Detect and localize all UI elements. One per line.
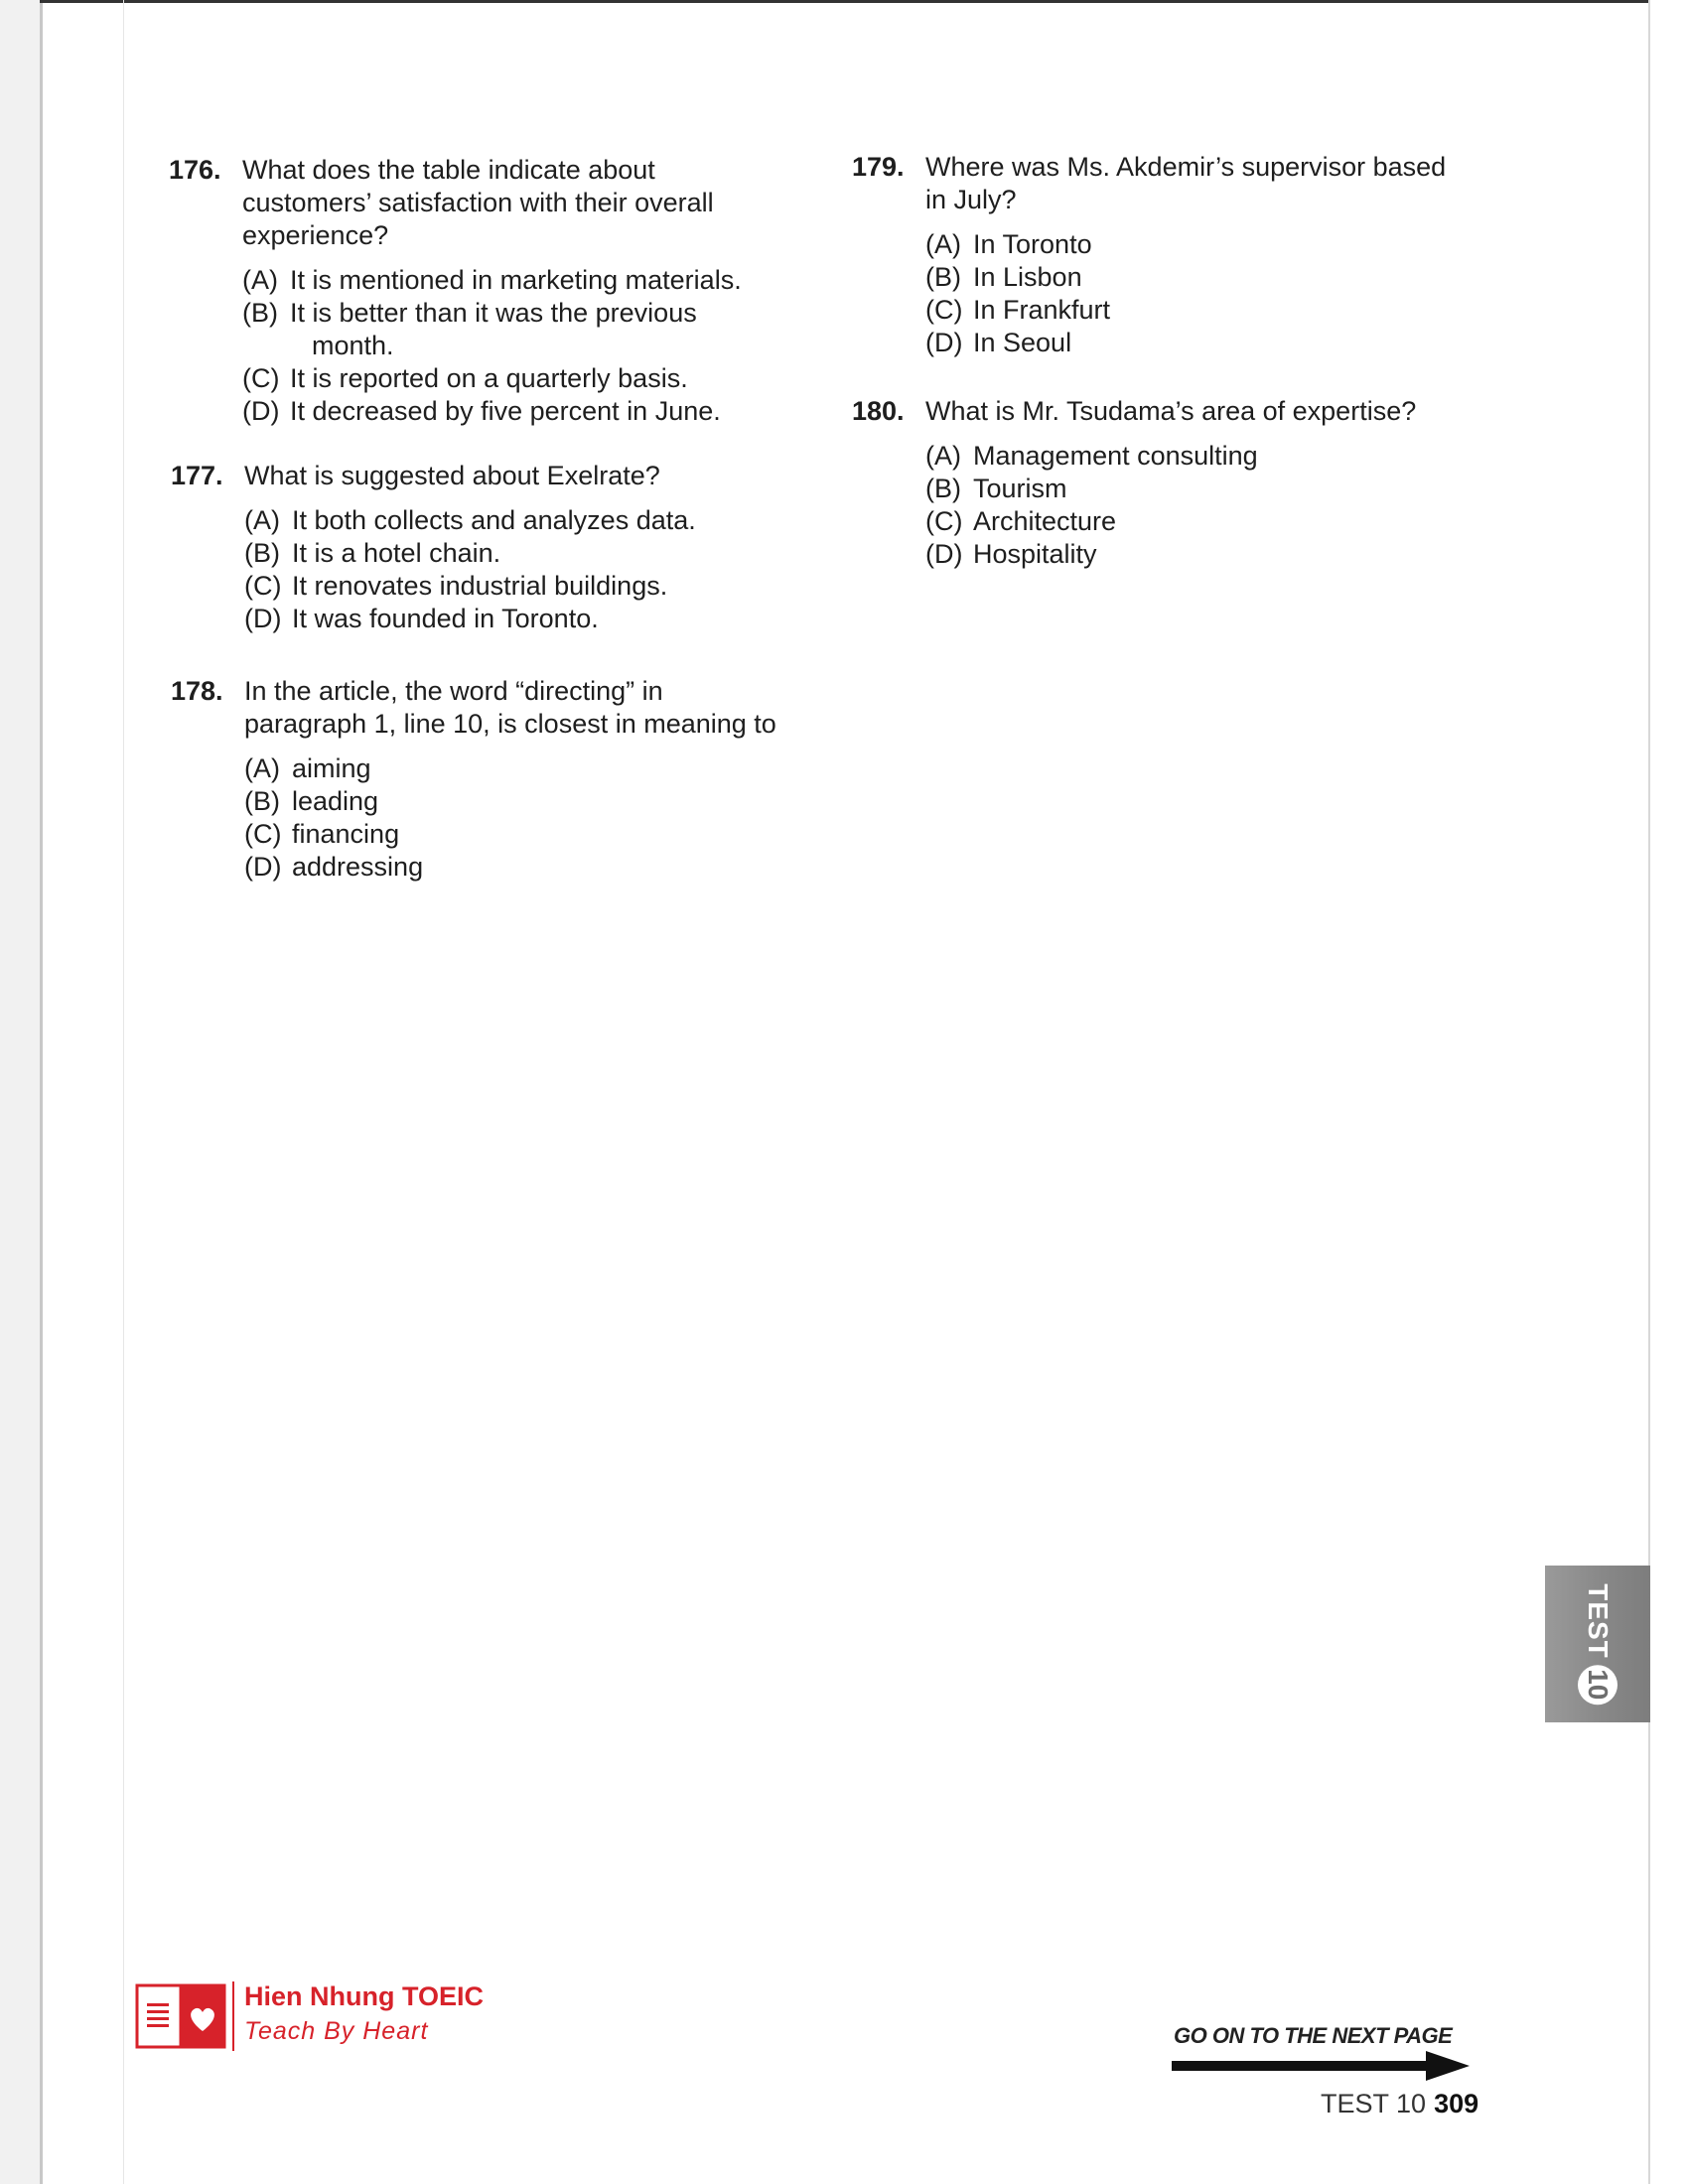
option-text: It renovates industrial buildings. xyxy=(292,571,668,601)
footer-test-label: TEST 10 xyxy=(1321,2089,1427,2118)
right-arrow-icon xyxy=(1172,2049,1470,2083)
option-letter: (D) xyxy=(244,852,282,882)
question-text-line: customers’ satisfaction with their overall xyxy=(242,188,714,217)
question-number: 177. xyxy=(171,461,223,490)
question-text-line: What is Mr. Tsudama’s area of expertise? xyxy=(925,396,1417,426)
option-text: In Lisbon xyxy=(973,262,1082,292)
answer-option-b[interactable] xyxy=(244,537,696,570)
option-letter: (D) xyxy=(244,604,282,633)
answer-option-c[interactable] xyxy=(244,818,776,851)
logo-title: Hien Nhung TOEIC xyxy=(244,1981,484,2011)
option-letter: (C) xyxy=(925,506,963,536)
answer-option-d[interactable] xyxy=(925,538,1416,571)
question-text xyxy=(925,151,1446,216)
option-text: Tourism xyxy=(973,474,1067,503)
answer-option-d[interactable] xyxy=(244,603,696,635)
option-letter: (A) xyxy=(244,753,280,783)
question-176 xyxy=(169,154,844,432)
option-letter: (B) xyxy=(244,786,280,816)
option-text-continued: month. xyxy=(312,331,394,360)
question-text-line: Where was Ms. Akdemir’s supervisor based xyxy=(925,152,1447,182)
next-page-instruction: GO ON TO THE NEXT PAGE xyxy=(1174,2023,1453,2048)
question-body xyxy=(925,395,1416,571)
option-letter: (A) xyxy=(925,229,961,259)
question-text-line: What does the table indicate about xyxy=(242,155,655,185)
question-number: 176. xyxy=(169,155,221,185)
answer-option-b[interactable] xyxy=(925,473,1416,505)
question-180 xyxy=(852,395,1527,584)
answer-option-c[interactable] xyxy=(925,294,1446,327)
test-side-tab xyxy=(1545,1566,1650,1722)
option-letter: (B) xyxy=(925,262,961,292)
question-177 xyxy=(171,460,846,648)
logo-divider xyxy=(232,1981,234,2051)
option-letter: (A) xyxy=(244,505,280,535)
test-side-tab-content xyxy=(1578,1583,1618,1705)
logo-subtitle: Teach By Heart xyxy=(244,2017,429,2045)
option-text: It was founded in Toronto. xyxy=(292,604,599,633)
side-tab-label: TEST xyxy=(1583,1583,1614,1659)
page-number: 309 xyxy=(1434,2089,1479,2118)
answer-option-c[interactable] xyxy=(244,570,696,603)
question-body xyxy=(244,460,696,635)
answer-option-b[interactable] xyxy=(244,785,776,818)
option-text: It is better than it was the previous xyxy=(290,298,697,328)
question-number: 179. xyxy=(852,152,905,182)
option-letter: (A) xyxy=(242,265,278,295)
answer-option-b[interactable] xyxy=(242,297,742,362)
option-text: aiming xyxy=(292,753,371,783)
option-text: In Frankfurt xyxy=(973,295,1111,325)
option-text: Architecture xyxy=(973,506,1117,536)
open-book-heart-icon xyxy=(135,1981,226,2051)
option-text: Hospitality xyxy=(973,539,1097,569)
scan-left-shadow xyxy=(0,0,42,2184)
question-text-line: In the article, the word “directing” in xyxy=(244,676,663,706)
option-letter: (C) xyxy=(242,363,280,393)
option-letter: (B) xyxy=(242,298,278,328)
question-text-line: What is suggested about Exelrate? xyxy=(244,461,660,490)
option-text: In Toronto xyxy=(973,229,1092,259)
scan-top-edge xyxy=(40,0,1648,3)
question-179 xyxy=(852,151,1527,369)
option-text: Management consulting xyxy=(973,441,1258,471)
option-text: In Seoul xyxy=(973,328,1072,357)
answer-option-d[interactable] xyxy=(244,851,776,884)
option-letter: (D) xyxy=(242,396,280,426)
option-letter: (C) xyxy=(244,571,282,601)
question-text xyxy=(925,395,1416,428)
question-text-line: in July? xyxy=(925,185,1017,214)
question-body xyxy=(244,675,776,884)
question-text xyxy=(242,154,742,252)
question-body xyxy=(925,151,1446,359)
page-fold-line xyxy=(123,0,124,2184)
question-178 xyxy=(171,675,866,898)
question-text-line: experience? xyxy=(242,220,389,250)
option-letter: (A) xyxy=(925,441,961,471)
option-text: addressing xyxy=(292,852,424,882)
option-letter: (D) xyxy=(925,328,963,357)
scan-left-edge xyxy=(40,0,43,2184)
scan-right-edge xyxy=(1648,0,1650,2184)
answer-option-a[interactable] xyxy=(244,504,696,537)
option-text: leading xyxy=(292,786,379,816)
option-letter: (C) xyxy=(925,295,963,325)
option-letter: (C) xyxy=(244,819,282,849)
answer-option-d[interactable] xyxy=(925,327,1446,359)
answer-option-a[interactable] xyxy=(925,228,1446,261)
option-text: financing xyxy=(292,819,400,849)
answer-option-c[interactable] xyxy=(925,505,1416,538)
option-letter: (B) xyxy=(244,538,280,568)
answer-option-d[interactable] xyxy=(242,395,742,428)
question-text xyxy=(244,460,696,492)
option-text: It is reported on a quarterly basis. xyxy=(290,363,688,393)
option-letter: (D) xyxy=(925,539,963,569)
question-number: 178. xyxy=(171,676,223,706)
answer-option-b[interactable] xyxy=(925,261,1446,294)
option-text: It both collects and analyzes data. xyxy=(292,505,696,535)
option-text: It is a hotel chain. xyxy=(292,538,501,568)
page-footer xyxy=(1321,2089,1478,2119)
question-body xyxy=(242,154,742,428)
answer-option-a[interactable] xyxy=(925,440,1416,473)
question-number: 180. xyxy=(852,396,905,426)
question-text xyxy=(244,675,776,741)
side-tab-number-badge: 10 xyxy=(1578,1665,1618,1705)
option-text: It is mentioned in marketing materials. xyxy=(290,265,742,295)
answer-option-a[interactable] xyxy=(242,264,742,297)
question-text-line: paragraph 1, line 10, is closest in meaning to xyxy=(244,709,776,739)
answer-option-c[interactable] xyxy=(242,362,742,395)
option-text: It decreased by five percent in June. xyxy=(290,396,721,426)
option-letter: (B) xyxy=(925,474,961,503)
answer-option-a[interactable] xyxy=(244,752,776,785)
